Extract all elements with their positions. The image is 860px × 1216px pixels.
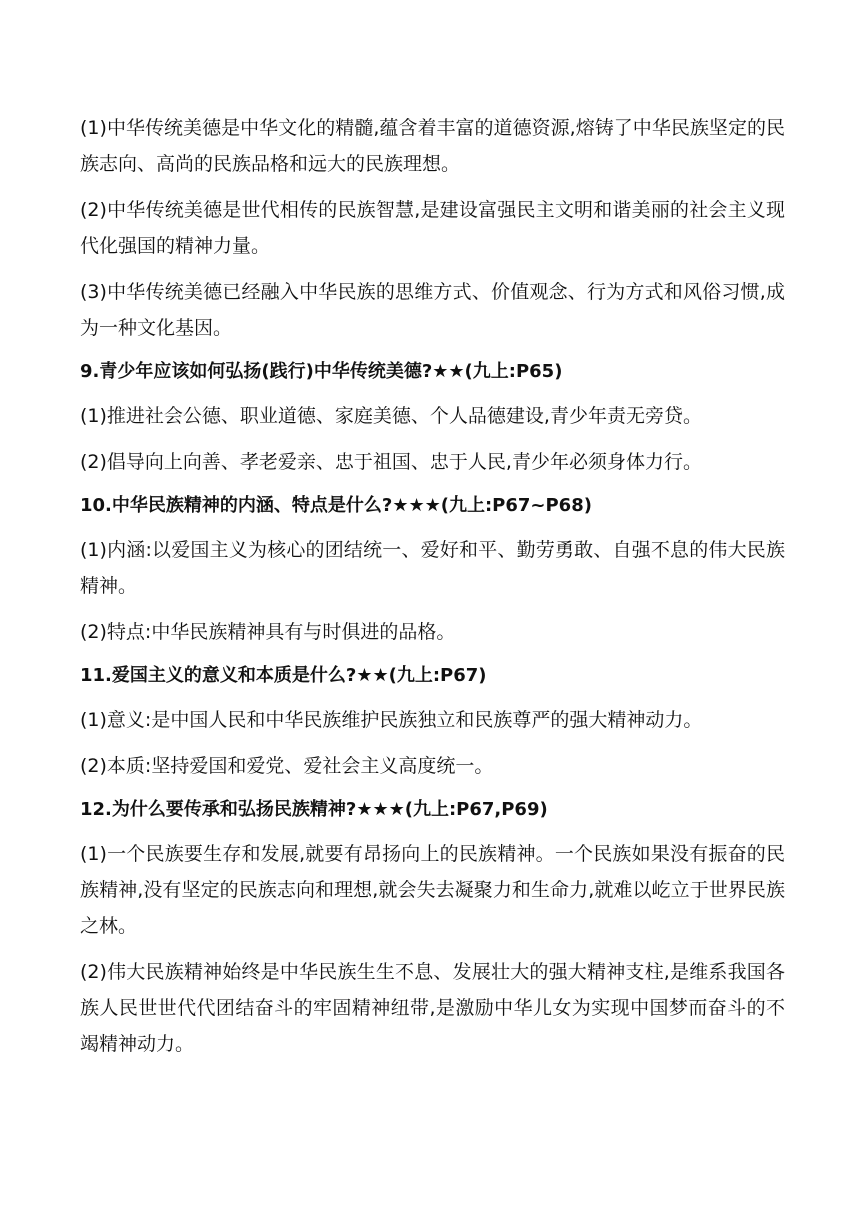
question-heading: 9.青少年应该如何弘扬(践行)中华传统美德?★★(九上:P65) [80, 361, 563, 382]
answer-paragraph: (2)倡导向上向善、孝老爱亲、忠于祖国、忠于人民,青少年必须身体力行。 [80, 451, 702, 473]
answer-paragraph: (1)意义:是中国人民和中华民族维护民族独立和民族尊严的强大精神动力。 [80, 709, 703, 731]
answer-paragraph: (2)本质:坚持爱国和爱党、爱社会主义高度统一。 [80, 755, 494, 777]
question-heading: 10.中华民族精神的内涵、特点是什么?★★★(九上:P67~P68) [80, 495, 592, 516]
answer-paragraph: (1)推进社会公德、职业道德、家庭美德、个人品德建设,青少年责无旁贷。 [80, 405, 702, 427]
document-content [80, 110, 785, 1072]
answer-paragraph: (1)内涵:以爱国主义为核心的团结统一、爱好和平、勤劳勇敢、自强不息的伟大民族精神。 [80, 539, 785, 597]
question-heading: 12.为什么要传承和弘扬民族精神?★★★(九上:P67,P69) [80, 799, 548, 820]
answer-paragraph: (3)中华传统美德已经融入中华民族的思维方式、价值观念、行为方式和风俗习惯,成为一种文化基因。 [80, 281, 785, 339]
answer-paragraph: (1)一个民族要生存和发展,就要有昂扬向上的民族精神。一个民族如果没有振奋的民族精神,没有坚定的民族志向和理想,就会失去凝聚力和生命力,就难以屹立于世界民族之林。 [80, 843, 785, 937]
answer-paragraph: (2)中华传统美德是世代相传的民族智慧,是建设富强民主文明和谐美丽的社会主义现代化强国的精神力量。 [80, 199, 785, 257]
answer-paragraph: (2)特点:中华民族精神具有与时俱进的品格。 [80, 621, 456, 643]
answer-paragraph: (1)中华传统美德是中华文化的精髓,蕴含着丰富的道德资源,熔铸了中华民族坚定的民族志向、高尚的民族品格和远大的民族理想。 [80, 117, 785, 175]
question-heading: 11.爱国主义的意义和本质是什么?★★(九上:P67) [80, 665, 487, 686]
answer-paragraph: (2)伟大民族精神始终是中华民族生生不息、发展壮大的强大精神支柱,是维系我国各族人民世世代代团结奋斗的牢固精神纽带,是激励中华儿女为实现中国梦而奋斗的不竭精神动力。 [80, 961, 785, 1055]
